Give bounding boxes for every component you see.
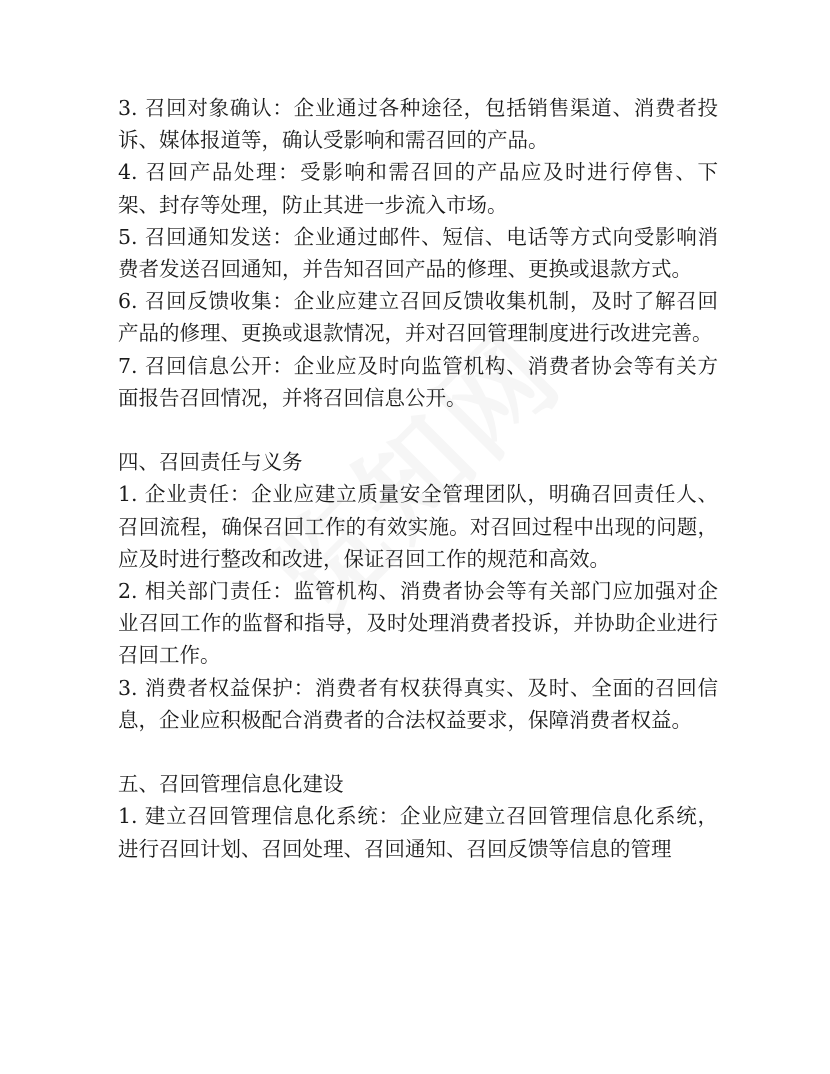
paragraph-department-responsibility: 2. 相关部门责任：监管机构、消费者协会等有关部门应加强对企业召回工作的监督和指导，及时处理消费者投诉，并协助企业进行召回工作。 — [118, 579, 718, 668]
paragraph-info-system: 1. 建立召回管理信息化系统：企业应建立召回管理信息化系统，进行召回计划、召回处理、召回通知、召回反馈等信息的管理 — [118, 804, 718, 861]
paragraph-recall-info-disclosure: 7. 召回信息公开：企业应及时向监管机构、消费者协会等有关方面报告召回情况，并将召回信息公开。 — [118, 353, 718, 410]
paragraph-recall-feedback-collection: 6. 召回反馈收集：企业应建立召回反馈收集机制，及时了解召回产品的修理、更换或退款情况，并对召回管理制度进行改进完善。 — [118, 289, 718, 346]
paragraph-recall-notice-sending: 5. 召回通知发送：企业通过邮件、短信、电话等方式向受影响消费者发送召回通知，并告知召回产品的修理、更换或退款方式。 — [118, 224, 718, 282]
paragraph-recall-product-handling: 4. 召回产品处理：受影响和需召回的产品应及时进行停售、下架、封存等处理，防止其进一步流入市场。 — [118, 160, 718, 217]
paragraph-consumer-rights: 3. 消费者权益保护：消费者有权获得真实、及时、全面的召回信息，企业应积极配合消费者的合法权益要求，保障消费者权益。 — [118, 675, 718, 732]
section-heading-responsibilities: 四、召回责任与义务 — [118, 450, 303, 475]
section-heading-informatization: 五、召回管理信息化建设 — [118, 772, 344, 797]
paragraph-recall-target-confirmation: 3. 召回对象确认：企业通过各种途径，包括销售渠道、消费者投诉、媒体报道等，确认受影响和需召回的产品。 — [118, 96, 718, 153]
document-page — [118, 92, 718, 865]
paragraph-enterprise-responsibility: 1. 企业责任：企业应建立质量安全管理团队，明确召回责任人、召回流程，确保召回工作的有效实施。对召回过程中出现的问题，应及时进行整改和改进，保证召回工作的规范和高效。 — [118, 482, 718, 571]
